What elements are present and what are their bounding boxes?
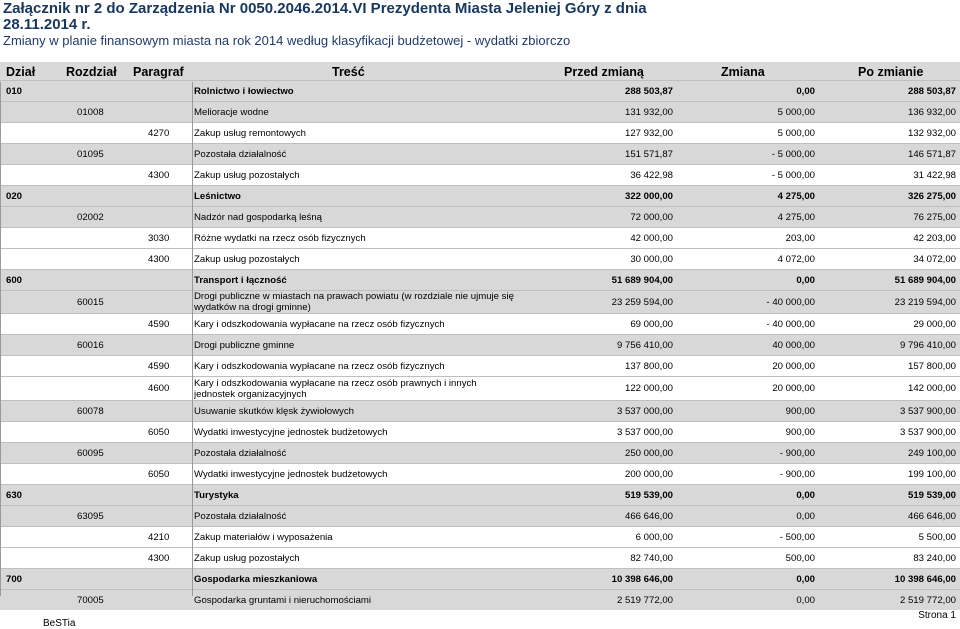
cell-przed: 466 646,00 bbox=[624, 510, 673, 522]
table-row bbox=[0, 313, 960, 334]
cell-paragraf bbox=[148, 270, 192, 290]
cell-paragraf: 6050 bbox=[148, 426, 170, 438]
cell-po: 76 275,00 bbox=[913, 211, 956, 223]
cell-dzial bbox=[6, 165, 46, 185]
cell-tresc: Melioracje wodne bbox=[194, 106, 269, 118]
cell-rozdzial: 70005 bbox=[77, 594, 104, 606]
cell-po: 9 796 410,00 bbox=[899, 339, 956, 351]
col-dzial: Dział bbox=[6, 65, 36, 79]
cell-dzial bbox=[6, 356, 46, 376]
cell-po: 10 398 646,00 bbox=[894, 573, 956, 585]
cell-tresc: Nadzór nad gospodarką leśną bbox=[194, 211, 323, 223]
cell-tresc: Różne wydatki na rzecz osób fizycznych bbox=[194, 232, 366, 244]
cell-dzial bbox=[6, 443, 46, 463]
cell-rozdzial bbox=[77, 249, 137, 269]
cell-tresc: Kary i odszkodowania wypłacane na rzecz osób fizycznych bbox=[194, 360, 445, 372]
cell-rozdzial: 02002 bbox=[77, 211, 104, 223]
cell-dzial bbox=[6, 548, 46, 568]
cell-przed: 122 000,00 bbox=[624, 383, 673, 394]
cell-tresc: Pozostała działalność bbox=[194, 447, 287, 459]
cell-zmiana: 0,00 bbox=[796, 573, 815, 585]
cell-tresc: Gospodarka gruntami i nieruchomościami bbox=[194, 594, 372, 606]
col-tresc: Treść bbox=[332, 65, 365, 79]
cell-dzial: 010 bbox=[6, 85, 23, 97]
footer-source: BeSTia bbox=[43, 618, 76, 629]
cell-rozdzial bbox=[77, 422, 137, 442]
cell-rozdzial: 60015 bbox=[77, 296, 104, 308]
cell-dzial bbox=[6, 102, 46, 122]
cell-przed: 10 398 646,00 bbox=[611, 573, 673, 585]
table-row bbox=[0, 589, 960, 610]
cell-paragraf bbox=[148, 401, 192, 421]
table-row bbox=[0, 269, 960, 290]
cell-rozdzial bbox=[77, 270, 137, 290]
cell-dzial bbox=[6, 123, 46, 143]
cell-zmiana: 20 000,00 bbox=[772, 383, 815, 394]
cell-przed: 137 800,00 bbox=[624, 360, 673, 372]
cell-zmiana: 900,00 bbox=[785, 426, 815, 438]
cell-po: 83 240,00 bbox=[913, 552, 956, 564]
cell-paragraf bbox=[148, 144, 192, 164]
cell-po: 466 646,00 bbox=[907, 510, 956, 522]
cell-po: 3 537 900,00 bbox=[899, 405, 956, 417]
cell-przed: 82 740,00 bbox=[630, 552, 673, 564]
cell-przed: 288 503,87 bbox=[624, 85, 673, 97]
cell-przed: 9 756 410,00 bbox=[616, 339, 673, 351]
cell-dzial bbox=[6, 464, 46, 484]
cell-dzial bbox=[6, 401, 46, 421]
cell-po: 132 932,00 bbox=[907, 127, 956, 139]
cell-paragraf: 4590 bbox=[148, 360, 170, 372]
cell-paragraf bbox=[148, 186, 192, 206]
cell-paragraf: 4300 bbox=[148, 253, 170, 265]
cell-dzial bbox=[6, 527, 46, 547]
cell-paragraf bbox=[148, 569, 192, 589]
cell-zmiana: - 900,00 bbox=[779, 468, 815, 480]
cell-dzial: 630 bbox=[6, 489, 23, 501]
cell-przed: 30 000,00 bbox=[630, 253, 673, 265]
cell-zmiana: - 40 000,00 bbox=[766, 296, 815, 308]
table-row bbox=[0, 568, 960, 589]
col-po: Po zmianie bbox=[858, 65, 924, 79]
cell-przed: 127 932,00 bbox=[624, 127, 673, 139]
cell-paragraf bbox=[148, 207, 192, 227]
cell-przed: 72 000,00 bbox=[630, 211, 673, 223]
cell-przed: 519 539,00 bbox=[624, 489, 673, 501]
cell-tresc: Gospodarka mieszkaniowa bbox=[194, 573, 318, 585]
cell-tresc: Zakup usług pozostałych bbox=[194, 253, 300, 265]
cell-przed: 250 000,00 bbox=[624, 447, 673, 459]
table-row bbox=[0, 400, 960, 421]
cell-paragraf bbox=[148, 506, 192, 526]
cell-rozdzial bbox=[77, 314, 137, 334]
cell-dzial: 020 bbox=[6, 190, 23, 202]
cell-rozdzial bbox=[77, 356, 137, 376]
cell-przed: 3 537 000,00 bbox=[616, 426, 673, 438]
cell-po: 31 422,98 bbox=[913, 169, 956, 181]
cell-po: 29 000,00 bbox=[913, 318, 956, 330]
cell-dzial: 600 bbox=[6, 274, 23, 286]
cell-zmiana: 203,00 bbox=[785, 232, 815, 244]
cell-zmiana: 4 072,00 bbox=[777, 253, 815, 265]
table-row bbox=[0, 206, 960, 227]
cell-tresc: Turystyka bbox=[194, 489, 239, 501]
cell-po: 23 219 594,00 bbox=[894, 296, 956, 308]
cell-paragraf: 6050 bbox=[148, 468, 170, 480]
cell-paragraf bbox=[148, 443, 192, 463]
table-row bbox=[0, 376, 960, 400]
table-row bbox=[0, 248, 960, 269]
cell-zmiana: 900,00 bbox=[785, 405, 815, 417]
table-left-border bbox=[0, 82, 1, 596]
cell-przed: 131 932,00 bbox=[624, 106, 673, 118]
table-row bbox=[0, 334, 960, 355]
cell-zmiana: 0,00 bbox=[796, 510, 815, 522]
cell-tresc: Drogi publiczne gminne bbox=[194, 339, 295, 351]
cell-tresc: Wydatki inwestycyjne jednostek budżetowych bbox=[194, 426, 388, 438]
table-row bbox=[0, 442, 960, 463]
cell-tresc: Drogi publiczne w miastach na prawach powiatu (w rozdziale nie ujmuje się wydatków na drogi gminne) bbox=[194, 291, 514, 313]
cell-rozdzial bbox=[77, 377, 137, 400]
cell-zmiana: 0,00 bbox=[796, 85, 815, 97]
cell-przed: 200 000,00 bbox=[624, 468, 673, 480]
col-zmiana: Zmiana bbox=[721, 65, 765, 79]
cell-paragraf: 4210 bbox=[148, 531, 170, 543]
cell-przed: 42 000,00 bbox=[630, 232, 673, 244]
table-row bbox=[0, 122, 960, 143]
cell-tresc: Leśnictwo bbox=[194, 190, 241, 202]
cell-dzial: 700 bbox=[6, 573, 23, 585]
table-row bbox=[0, 526, 960, 547]
cell-tresc: Zakup usług remontowych bbox=[194, 127, 306, 139]
document-title-line1: Załącznik nr 2 do Zarządzenia Nr 0050.2046.2014.VI Prezydenta Miasta Jeleniej Góry z dnia bbox=[3, 0, 647, 17]
cell-zmiana: 0,00 bbox=[796, 594, 815, 606]
table-row bbox=[0, 290, 960, 313]
cell-dzial bbox=[6, 249, 46, 269]
cell-zmiana: 4 275,00 bbox=[777, 211, 815, 223]
cell-tresc: Zakup usług pozostałych bbox=[194, 552, 300, 564]
cell-po: 519 539,00 bbox=[907, 489, 956, 501]
cell-zmiana: 4 275,00 bbox=[777, 190, 815, 202]
cell-zmiana: 5 000,00 bbox=[777, 106, 815, 118]
cell-rozdzial bbox=[77, 228, 137, 248]
table-row bbox=[0, 185, 960, 206]
cell-tresc: Wydatki inwestycyjne jednostek budżetowych bbox=[194, 468, 388, 480]
cell-zmiana: - 500,00 bbox=[779, 531, 815, 543]
cell-rozdzial bbox=[77, 186, 137, 206]
cell-tresc: Pozostała działalność bbox=[194, 510, 287, 522]
cell-tresc: Rolnictwo i łowiectwo bbox=[194, 85, 294, 97]
document-title-line2: 28.11.2014 r. bbox=[3, 16, 91, 33]
cell-zmiana: - 5 000,00 bbox=[771, 169, 815, 181]
cell-zmiana: 0,00 bbox=[796, 489, 815, 501]
table-row bbox=[0, 164, 960, 185]
cell-dzial bbox=[6, 590, 46, 610]
cell-po: 157 800,00 bbox=[907, 360, 956, 372]
cell-przed: 2 519 772,00 bbox=[616, 594, 673, 606]
cell-po: 326 275,00 bbox=[907, 190, 956, 202]
cell-rozdzial: 60078 bbox=[77, 405, 104, 417]
cell-tresc: Zakup materiałów i wyposażenia bbox=[194, 531, 333, 543]
cell-dzial bbox=[6, 291, 46, 313]
cell-dzial bbox=[6, 377, 46, 400]
table-row bbox=[0, 505, 960, 526]
cell-paragraf: 4300 bbox=[148, 552, 170, 564]
cell-paragraf: 4590 bbox=[148, 318, 170, 330]
table-row bbox=[0, 143, 960, 164]
table-row bbox=[0, 227, 960, 248]
cell-zmiana: 5 000,00 bbox=[777, 127, 815, 139]
cell-rozdzial bbox=[77, 548, 137, 568]
cell-rozdzial bbox=[77, 485, 137, 505]
cell-rozdzial: 60016 bbox=[77, 339, 104, 351]
cell-zmiana: 20 000,00 bbox=[772, 360, 815, 372]
table-row bbox=[0, 355, 960, 376]
document-subtitle: Zmiany w planie finansowym miasta na rok 2014 według klasyfikacji budżetowej - wydatki zbiorczo bbox=[3, 33, 571, 48]
cell-po: 199 100,00 bbox=[907, 468, 956, 480]
cell-zmiana: - 5 000,00 bbox=[771, 148, 815, 160]
cell-przed: 69 000,00 bbox=[630, 318, 673, 330]
cell-przed: 23 259 594,00 bbox=[611, 296, 673, 308]
cell-po: 2 519 772,00 bbox=[899, 594, 956, 606]
col-rozdzial: Rozdział bbox=[66, 65, 117, 79]
cell-rozdzial: 60095 bbox=[77, 447, 104, 459]
table-header bbox=[0, 62, 960, 82]
cell-rozdzial bbox=[77, 464, 137, 484]
cell-paragraf bbox=[148, 81, 192, 101]
cell-tresc: Kary i odszkodowania wypłacane na rzecz osób prawnych i innych jednostek organizacyjnych bbox=[194, 377, 477, 400]
cell-po: 42 203,00 bbox=[913, 232, 956, 244]
cell-dzial bbox=[6, 335, 46, 355]
cell-rozdzial: 63095 bbox=[77, 510, 104, 522]
cell-rozdzial bbox=[77, 81, 137, 101]
cell-rozdzial bbox=[77, 165, 137, 185]
cell-zmiana: - 40 000,00 bbox=[766, 318, 815, 330]
cell-tresc: Transport i łączność bbox=[194, 274, 287, 286]
cell-przed: 151 571,87 bbox=[624, 148, 673, 160]
cell-zmiana: 40 000,00 bbox=[772, 339, 815, 351]
cell-przed: 6 000,00 bbox=[635, 531, 673, 543]
cell-zmiana: 500,00 bbox=[785, 552, 815, 564]
cell-tresc: Usuwanie skutków klęsk żywiołowych bbox=[194, 405, 354, 417]
cell-po: 3 537 900,00 bbox=[899, 426, 956, 438]
col-przed: Przed zmianą bbox=[564, 65, 644, 79]
cell-paragraf: 4270 bbox=[148, 127, 170, 139]
cell-dzial bbox=[6, 207, 46, 227]
cell-paragraf bbox=[148, 102, 192, 122]
cell-po: 34 072,00 bbox=[913, 253, 956, 265]
cell-po: 288 503,87 bbox=[907, 85, 956, 97]
budget-table bbox=[0, 80, 960, 606]
cell-dzial bbox=[6, 506, 46, 526]
cell-przed: 322 000,00 bbox=[624, 190, 673, 202]
cell-po: 249 100,00 bbox=[907, 447, 956, 459]
cell-rozdzial: 01008 bbox=[77, 106, 104, 118]
table-row bbox=[0, 463, 960, 484]
cell-przed: 51 689 904,00 bbox=[611, 274, 673, 286]
column-divider bbox=[192, 82, 193, 596]
cell-paragraf bbox=[148, 291, 192, 313]
cell-po: 5 500,00 bbox=[918, 531, 956, 543]
cell-po: 142 000,00 bbox=[907, 383, 956, 394]
cell-zmiana: - 900,00 bbox=[779, 447, 815, 459]
cell-paragraf bbox=[148, 335, 192, 355]
table-row bbox=[0, 547, 960, 568]
cell-tresc: Kary i odszkodowania wypłacane na rzecz osób fizycznych bbox=[194, 318, 445, 330]
cell-tresc: Pozostała działalność bbox=[194, 148, 287, 160]
cell-paragraf: 4300 bbox=[148, 169, 170, 181]
cell-rozdzial bbox=[77, 569, 137, 589]
cell-dzial bbox=[6, 422, 46, 442]
cell-dzial bbox=[6, 228, 46, 248]
cell-rozdzial bbox=[77, 527, 137, 547]
cell-paragraf: 4600 bbox=[148, 383, 170, 394]
table-row bbox=[0, 484, 960, 505]
table-row bbox=[0, 421, 960, 442]
cell-zmiana: 0,00 bbox=[796, 274, 815, 286]
cell-tresc: Zakup usług pozostałych bbox=[194, 169, 300, 181]
cell-paragraf bbox=[148, 485, 192, 505]
cell-rozdzial: 01095 bbox=[77, 148, 104, 160]
cell-po: 136 932,00 bbox=[907, 106, 956, 118]
cell-dzial bbox=[6, 314, 46, 334]
cell-dzial bbox=[6, 144, 46, 164]
cell-po: 146 571,87 bbox=[907, 148, 956, 160]
cell-paragraf: 3030 bbox=[148, 232, 170, 244]
cell-przed: 3 537 000,00 bbox=[616, 405, 673, 417]
table-row bbox=[0, 80, 960, 101]
table-row bbox=[0, 101, 960, 122]
cell-rozdzial bbox=[77, 123, 137, 143]
page-number: Strona 1 bbox=[918, 610, 956, 621]
cell-po: 51 689 904,00 bbox=[894, 274, 956, 286]
cell-przed: 36 422,98 bbox=[630, 169, 673, 181]
cell-paragraf bbox=[148, 590, 192, 610]
col-paragraf: Paragraf bbox=[133, 65, 184, 79]
